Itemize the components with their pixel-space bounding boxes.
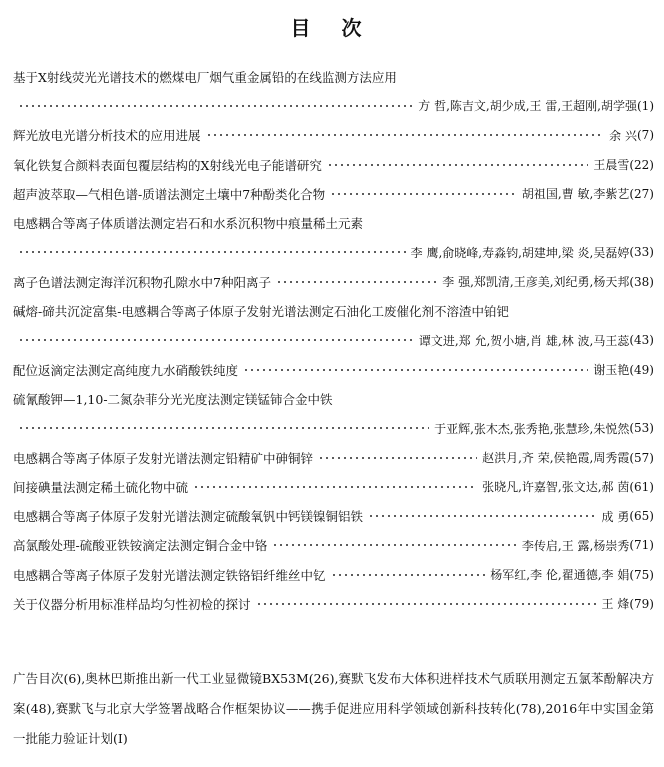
toc-entry-title-line [13, 62, 654, 91]
dot-leader [276, 281, 437, 283]
dot-leader [327, 164, 588, 166]
toc-entry-title[interactable]: 超声波萃取—气相色谱-质谱法测定土壤中7种酚类化合物 [13, 186, 326, 202]
toc-entry [13, 589, 654, 618]
dot-leader [18, 251, 406, 253]
toc-entry-author-line [13, 91, 654, 120]
toc-entry-title[interactable]: 关于仪器分析用标准样品均匀性初检的探讨 [13, 596, 251, 612]
toc-entry [13, 501, 654, 530]
toc-entry [13, 150, 654, 179]
toc-list [13, 62, 654, 619]
toc-entry-authors: 赵洪月,齐 荣,侯艳霞,周秀霞 [482, 451, 630, 465]
toc-entry-page: (22) [629, 157, 654, 172]
dot-leader [368, 515, 597, 517]
toc-entry-authors: 方 哲,陈吉文,胡少成,王 雷,王超刚,胡学强 [418, 99, 637, 114]
toc-entry-page: (49) [629, 362, 654, 377]
dot-leader [18, 105, 413, 107]
toc-entry-title[interactable]: 配位返滴定法测定高纯度九水硝酸铁纯度 [13, 362, 239, 378]
dot-leader [18, 427, 429, 429]
toc-entry [13, 267, 654, 296]
toc-entry-title[interactable]: 电感耦合等离子体原子发射光谱法测定硫酸氧钒中钙镁镍铜铝铁 [13, 509, 364, 525]
toc-entry [13, 355, 654, 384]
toc-entry-title-line [13, 296, 654, 325]
toc-entry-authors: 余 兴 [609, 128, 637, 143]
toc-entry-authors: 谢玉艳 [593, 363, 630, 378]
toc-entry-page: (7) [637, 128, 654, 143]
dot-leader [318, 457, 477, 459]
toc-entry-title[interactable]: 碱熔-碲共沉淀富集-电感耦合等离子体原子发射光谱法测定石油化工废催化剂不溶渣中铂钯 [13, 304, 509, 320]
toc-entry-title[interactable]: 离子色谱法测定海洋沉积物孔隙水中7种阳离子 [13, 274, 271, 290]
toc-entry [13, 531, 654, 560]
toc-entry-authors: 李 强,郑凯清,王彦美,刘纪勇,杨天邦 [442, 275, 630, 290]
dot-leader [206, 134, 605, 136]
toc-entry-authors: 成 勇 [601, 509, 630, 524]
toc-entry-page: (61) [629, 479, 654, 494]
toc-entry-authors: 杨军红,李 伦,翟通德,李 娟 [490, 568, 630, 583]
toc-entry-title[interactable]: 电感耦合等离子体质谱法测定岩石和水系沉积物中痕量稀土元素 [13, 216, 364, 232]
toc-entry [13, 179, 654, 208]
toc-entry-page: (27) [629, 186, 654, 201]
toc-entry-page: (43) [629, 333, 654, 348]
toc-entry-authors: 于亚辉,张木杰,张秀艳,张慧珍,朱悦然 [434, 421, 630, 436]
advertisement-index: 广告目次(6),奥林巴斯推出新一代工业显微镜BX53M(26),赛默飞发布大体积进样技术气质联用测定五氯苯酚解决方案(48),赛默飞与北京大学签署战略合作框架协议——携手促进应用科学领域创新科技转化(78),2016年中实国金第一批能力验证计划(Ⅰ) [13, 671, 654, 746]
toc-entry-title[interactable]: 间接碘量法测定稀土硫化物中硫 [13, 479, 189, 495]
toc-entry [13, 121, 654, 150]
dot-leader [243, 369, 588, 371]
toc-entry-authors: 王晨雪 [593, 158, 630, 173]
toc-entry [13, 560, 654, 589]
dot-leader [256, 603, 597, 605]
page-title: 目 次 [290, 16, 374, 40]
toc-entry-page: (79) [629, 596, 654, 611]
toc-entry-page: (65) [629, 509, 654, 524]
toc-entry-page: (57) [629, 450, 654, 465]
toc-entry-authors: 李传启,王 露,杨崇秀 [521, 538, 630, 553]
toc-entry-page: (75) [629, 567, 654, 582]
toc-entry-page: (53) [629, 421, 654, 436]
toc-entry-title[interactable]: 电感耦合等离子体原子发射光谱法测定铁铬铝纤维丝中钇 [13, 567, 326, 583]
toc-entry [13, 443, 654, 472]
toc-entry-title-line [13, 384, 654, 413]
toc-entry-title[interactable]: 高氯酸处理-硫酸亚铁铵滴定法测定铜合金中铬 [13, 538, 268, 554]
toc-entry-authors: 谭文进,郑 允,贺小塘,肖 雄,林 波,马王蕊 [418, 333, 630, 348]
toc-entry-title[interactable]: 电感耦合等离子体原子发射光谱法测定铅精矿中砷铜锌 [13, 450, 314, 466]
dot-leader [330, 193, 517, 195]
toc-entry-title[interactable]: 基于X射线荧光光谱技术的燃煤电厂烟气重金属铅的在线监测方法应用 [13, 69, 397, 85]
toc-entry-author-line [13, 414, 654, 443]
toc-entry-author-line [13, 326, 654, 355]
toc-entry-title-line [13, 208, 654, 237]
toc-entry-title[interactable]: 硫氰酸钾—1,10-二氮杂菲分光光度法测定镁锰铈合金中铁 [13, 391, 333, 407]
toc-entry-authors: 张晓凡,许嘉智,张文达,郝 茵 [482, 480, 630, 495]
toc-entry-authors: 王 烽 [601, 597, 630, 612]
toc-entry-title[interactable]: 氧化铁复合颜料表面包覆层结构的X射线光电子能谱研究 [13, 157, 322, 173]
toc-entry-title[interactable]: 辉光放电光谱分析技术的应用进展 [13, 128, 201, 144]
toc-entry-authors: 李 鹰,俞晓峰,寿淼钧,胡建坤,梁 炎,吴磊婷 [410, 245, 630, 260]
dot-leader [193, 486, 477, 488]
dot-leader [331, 574, 486, 576]
toc-entry-page: (38) [629, 274, 654, 289]
dot-leader [18, 339, 414, 341]
toc-entry-author-line [13, 238, 654, 267]
toc-entry-page: (71) [629, 538, 654, 553]
toc-entry-authors: 胡祖国,曹 敏,李紫艺 [521, 187, 630, 202]
dot-leader [272, 544, 517, 546]
toc-entry [13, 472, 654, 501]
toc-entry-page: (1) [637, 98, 654, 113]
toc-entry-page: (33) [629, 245, 654, 260]
